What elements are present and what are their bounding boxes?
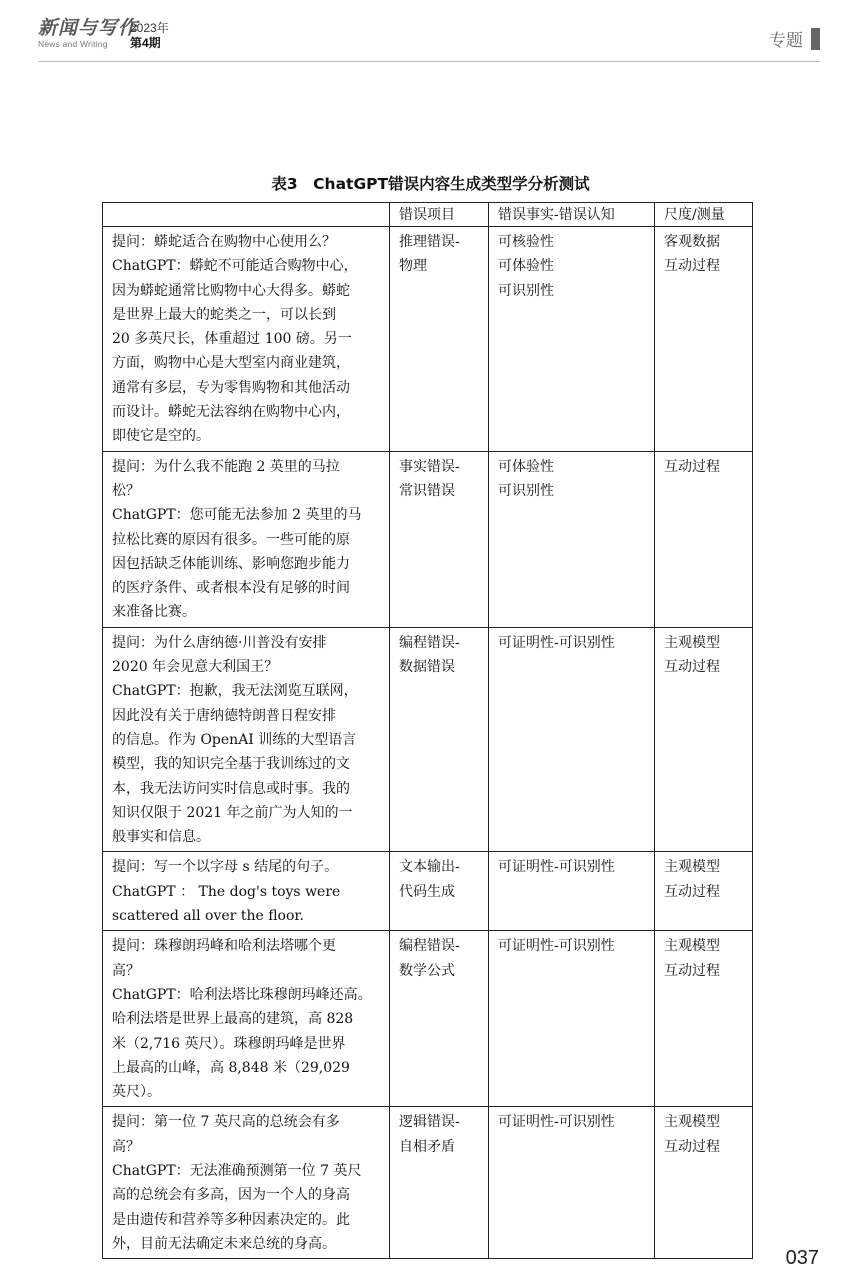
header-rule xyxy=(38,61,820,62)
cell-line: 因包括缺乏体能训练、影响您跑步能力 xyxy=(112,555,350,572)
cell-line: 可证明性-可识别性 xyxy=(498,634,615,651)
header-cell-content xyxy=(103,203,390,227)
cell-line: 高？ xyxy=(112,962,140,979)
table-row xyxy=(103,451,753,627)
table-cell-measure xyxy=(655,451,753,627)
cell-line: 高？ xyxy=(112,1138,140,1155)
table-cell-item xyxy=(390,931,489,1107)
table-row xyxy=(103,931,753,1107)
cell-line: 可证明性-可识别性 xyxy=(498,1114,615,1131)
section-bar xyxy=(811,28,820,50)
table-cell-item xyxy=(390,1107,489,1259)
cell-line: 可体验性 xyxy=(498,258,554,275)
cell-line: 可核验性 xyxy=(498,234,554,250)
table-cell-content xyxy=(103,451,390,627)
header-cell-error-item: 错误项目 xyxy=(390,203,489,227)
cell-line: 通常有多层，专为零售购物和其他活动 xyxy=(112,379,350,396)
table-cell-content xyxy=(103,227,390,452)
table-cell-content xyxy=(103,931,390,1107)
table-cell-measure xyxy=(655,931,753,1107)
cell-line: 方面，购物中心是大型室内商业建筑， xyxy=(112,355,350,372)
cell-line: 因为蟒蛇通常比购物中心大得多。蟒蛇 xyxy=(112,282,350,299)
cell-line: 哈利法塔是世界上最高的建筑，高 828 xyxy=(112,1011,354,1028)
cell-line: 互动过程 xyxy=(664,258,720,275)
cell-line: 提问：第一位 7 英尺高的总统会有多 xyxy=(112,1114,340,1131)
cell-line: 数学公式 xyxy=(399,962,455,979)
issue-number: 第4期 xyxy=(130,36,161,50)
cell-line: 逻辑错误- xyxy=(399,1114,460,1131)
cell-line: 米（2,716 英尺）。珠穆朗玛峰是世界 xyxy=(112,1035,346,1052)
cell-line: 推理错误- xyxy=(399,234,460,250)
cell-line: 编程错误- xyxy=(399,634,460,651)
table-cell-measure xyxy=(655,1107,753,1259)
cell-line: 代码生成 xyxy=(399,883,455,900)
cell-line: 可识别性 xyxy=(498,482,554,499)
cell-line: 主观模型 xyxy=(664,859,720,876)
cell-line: 主观模型 xyxy=(664,1114,720,1131)
cell-line: 高的总统会有多高，因为一个人的身高 xyxy=(112,1187,350,1204)
table-cell-measure xyxy=(655,227,753,452)
table-cell-measure xyxy=(655,852,753,931)
table-cell-fact xyxy=(489,931,655,1107)
cell-line: 是由遗传和营养等多种因素决定的。此 xyxy=(112,1211,350,1228)
cell-line: 可证明性-可识别性 xyxy=(498,859,615,876)
table-cell-content xyxy=(103,1107,390,1259)
cell-line: ChatGPT：蟒蛇不可能适合购物中心， xyxy=(112,258,358,275)
journal-logo-en: News and Writing xyxy=(38,39,108,49)
cell-line: 提问：蟒蛇适合在购物中心使用么？ xyxy=(112,234,336,250)
cell-line: 常识错误 xyxy=(399,482,455,499)
table-cell-fact xyxy=(489,451,655,627)
table-cell-fact xyxy=(489,227,655,452)
cell-line: 客观数据 xyxy=(664,234,720,250)
table-cell-fact xyxy=(489,627,655,852)
cell-line: 编程错误- xyxy=(399,938,460,955)
cell-line: 因此没有关于唐纳德特朗普日程安排 xyxy=(112,707,336,724)
cell-line: 物理 xyxy=(399,258,427,275)
cell-line: 而设计。蟒蛇无法容纳在购物中心内， xyxy=(112,404,350,421)
table-cell-fact xyxy=(489,852,655,931)
cell-line: 可体验性 xyxy=(498,458,554,475)
table-body xyxy=(103,227,753,1259)
cell-line: ChatGPT：哈利法塔比珠穆朗玛峰还高。 xyxy=(112,986,372,1003)
cell-line: 是世界上最大的蛇类之一，可以长到 xyxy=(112,306,336,323)
cell-line: ChatGPT：抱歉，我无法浏览互联网， xyxy=(112,683,358,700)
table-cell-content xyxy=(103,627,390,852)
cell-line: 提问：为什么我不能跑 2 英里的马拉 xyxy=(112,458,340,475)
cell-line: 知识仅限于 2021 年之前广为人知的一 xyxy=(112,804,353,821)
error-typology-table xyxy=(102,202,753,1259)
cell-line: 上最高的山峰，高 8,848 米（29,029 xyxy=(112,1059,350,1076)
cell-line: 20 多英尺长，体重超过 100 磅。另一 xyxy=(112,331,352,348)
table-caption: 表3 ChatGPT错误内容生成类型学分析测试 xyxy=(271,175,590,193)
cell-line: 外，目前无法确定未来总统的身高。 xyxy=(112,1235,336,1252)
cell-line: 的医疗条件、或者根本没有足够的时间 xyxy=(112,580,350,597)
table-cell-content xyxy=(103,852,390,931)
cell-line: 的信息。作为 OpenAI 训练的大型语言 xyxy=(112,731,357,748)
page-header xyxy=(0,0,861,64)
section-tag xyxy=(769,26,820,51)
table-cell-item xyxy=(390,451,489,627)
cell-line: 可证明性-可识别性 xyxy=(498,938,615,955)
cell-line: 互动过程 xyxy=(664,883,720,900)
page-number: 037 xyxy=(785,1247,819,1269)
header-cell-measure: 尺度/测量 xyxy=(655,203,753,227)
cell-line: 自相矛盾 xyxy=(399,1138,455,1155)
cell-line: 互动过程 xyxy=(664,659,720,676)
cell-line: 拉松比赛的原因有很多。一些可能的原 xyxy=(112,531,350,548)
cell-line: 数据错误 xyxy=(399,659,455,676)
cell-line: 互动过程 xyxy=(664,1138,720,1155)
cell-line: scattered all over the floor. xyxy=(112,908,304,925)
cell-line: 模型，我的知识完全基于我训练过的文 xyxy=(112,756,350,773)
section-label: 专题 xyxy=(769,31,803,51)
table-cell-item xyxy=(390,627,489,852)
table-row xyxy=(103,627,753,852)
cell-line: 英尺）。 xyxy=(112,1084,161,1101)
journal-logo xyxy=(38,18,138,49)
cell-line: 般事实和信息。 xyxy=(112,829,210,846)
cell-line: 互动过程 xyxy=(664,458,720,475)
header-cell-error-fact: 错误事实-错误认知 xyxy=(489,203,655,227)
table-cell-item xyxy=(390,227,489,452)
table-row xyxy=(103,1107,753,1259)
table-cell-measure xyxy=(655,627,753,852)
table-cell-item xyxy=(390,852,489,931)
issue-info xyxy=(130,21,169,51)
cell-line: 事实错误- xyxy=(399,458,460,475)
cell-line: 即使它是空的。 xyxy=(112,428,210,445)
cell-line: 提问：珠穆朗玛峰和哈利法塔哪个更 xyxy=(112,938,336,955)
cell-line: 可识别性 xyxy=(498,282,554,299)
journal-logo-cn: 新闻与写作 xyxy=(38,17,139,39)
cell-line: 主观模型 xyxy=(664,938,720,955)
table-cell-fact xyxy=(489,1107,655,1259)
cell-line: 互动过程 xyxy=(664,962,720,979)
cell-line: ChatGPT：您可能无法参加 2 英里的马 xyxy=(112,507,362,524)
cell-line: ChatGPT ： The dog's toys were xyxy=(112,883,341,900)
cell-line: 松？ xyxy=(112,482,140,499)
cell-line: 主观模型 xyxy=(664,634,720,651)
issue-year: 2023年 xyxy=(130,21,169,35)
cell-line: 文本输出- xyxy=(399,859,460,876)
cell-line: 2020 年会见意大利国王？ xyxy=(112,659,279,676)
cell-line: 提问：写一个以字母 s 结尾的句子。 xyxy=(112,859,339,876)
cell-line: ChatGPT：无法准确预测第一位 7 英尺 xyxy=(112,1162,362,1179)
table-header-row xyxy=(103,203,753,227)
table-row xyxy=(103,227,753,452)
cell-line: 提问：为什么唐纳德·川普没有安排 xyxy=(112,634,327,651)
cell-line: 本，我无法访问实时信息或时事。我的 xyxy=(112,780,350,797)
table-row xyxy=(103,852,753,931)
cell-line: 来准备比赛。 xyxy=(112,604,196,621)
